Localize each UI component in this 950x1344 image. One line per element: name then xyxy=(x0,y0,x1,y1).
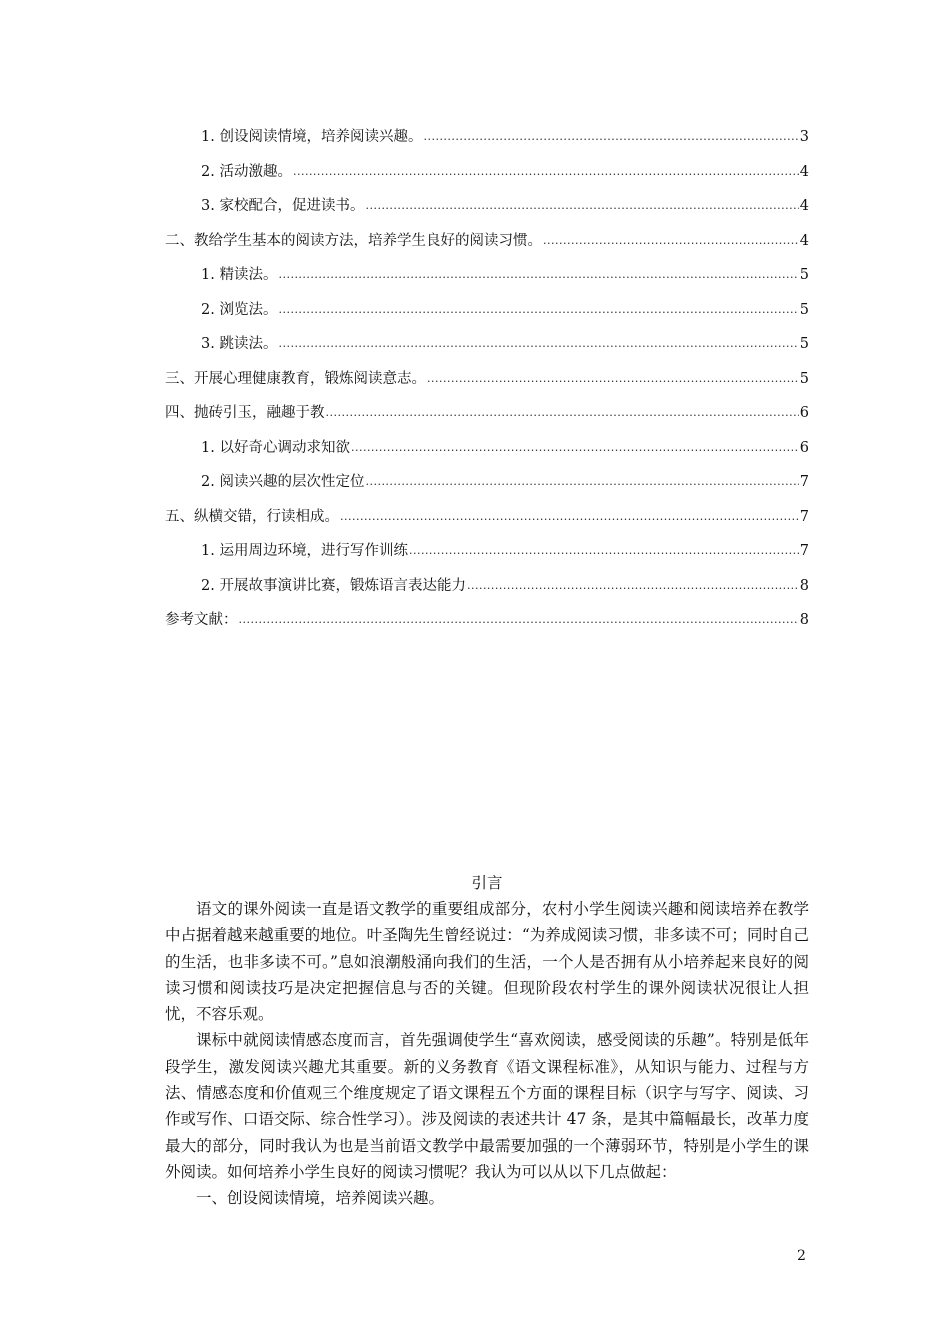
page-number: 2 xyxy=(797,1248,806,1264)
toc-entry[interactable] xyxy=(165,224,809,259)
toc-leader-dots xyxy=(278,327,798,362)
toc-entry-label: 二、教给学生基本的阅读方法，培养学生良好的阅读习惯。 xyxy=(165,232,542,249)
toc-entry-label: 1. 运用周边环境，进行写作训练 xyxy=(201,543,408,559)
body-paragraph: 语文的课外阅读一直是语文教学的重要组成部分，农村小学生阅读兴趣和阅读培养在教学中占据着越来越重要的地位。叶圣陶先生曾经说过：“为养成阅读习惯，非多读不可；同时自己的生活，也非多读不可。”息如浪潮般涌向我们的生活，一个人是否拥有从小培养起来良好的阅读习惯和阅读技巧是决定把握信息与否的关键。但现阶段农村学生的课外阅读状况很让人担忧，不容乐观。 xyxy=(165,900,809,1024)
toc-entry[interactable] xyxy=(165,189,809,224)
toc-entry[interactable] xyxy=(165,327,809,362)
toc-entry-page: 8 xyxy=(799,577,809,594)
toc-entry-label: 1. 以好奇心调动求知欲 xyxy=(201,439,350,456)
toc-entry-label: 四、抛砖引玉，融趣于教 xyxy=(165,405,325,421)
toc-entry-label: 2. 浏览法。 xyxy=(201,301,278,318)
toc-entry-label: 2. 阅读兴趣的层次性定位 xyxy=(201,474,365,490)
toc-entry[interactable] xyxy=(165,258,809,293)
toc-entry-page: 7 xyxy=(799,508,809,525)
toc-entry-label: 2. 活动激趣。 xyxy=(201,163,292,180)
toc-leader-dots xyxy=(239,603,799,638)
toc-entry-label: 五、纵横交错，行读相成。 xyxy=(165,508,339,525)
toc-entry[interactable] xyxy=(165,534,809,569)
toc-entry[interactable] xyxy=(165,155,809,190)
toc-entry-page: 6 xyxy=(799,439,809,456)
body-paragraph: 课标中就阅读情感态度而言，首先强调使学生“喜欢阅读，感受阅读的乐趣”。特别是低年段学生，激发阅读兴趣尤其重要。新的义务教育《语文课程标准》，从知识与能力、过程与方法、情感态度和价值观三个维度规定了语文课程五个方面的课程目标（识字与写字、阅读、习作或写作、口语交际、综合性学习）。涉及阅读的表述共计 47 条，是其中篇幅最长，改革力度最大的部分，同时我认为也是当前语文教学中最需要加强的一个薄弱环节，特别是小学生的课外阅读。如何培养小学生良好的阅读习惯呢？我认为可以从以下几点做起： xyxy=(165,1031,809,1181)
toc-entry-label: 1. 创设阅读情境，培养阅读兴趣。 xyxy=(201,129,423,145)
toc-leader-dots xyxy=(427,362,799,397)
table-of-contents xyxy=(165,120,809,638)
toc-entry-label: 3. 家校配合，促进读书。 xyxy=(201,198,365,214)
toc-entry-page: 5 xyxy=(799,336,809,352)
toc-entry-page: 5 xyxy=(799,267,809,283)
toc-leader-dots xyxy=(351,431,799,466)
toc-leader-dots xyxy=(293,155,799,190)
toc-leader-dots xyxy=(423,120,798,155)
toc-leader-dots xyxy=(543,224,799,259)
toc-leader-dots xyxy=(340,500,799,535)
toc-entry[interactable] xyxy=(165,362,809,397)
toc-leader-dots xyxy=(278,293,798,328)
toc-entry-label: 参考文献： xyxy=(165,612,238,628)
toc-entry-label: 3. 跳读法。 xyxy=(201,336,278,352)
toc-leader-dots xyxy=(365,465,798,500)
toc-leader-dots xyxy=(409,534,799,569)
toc-entry[interactable] xyxy=(165,500,809,535)
toc-entry-page: 8 xyxy=(799,612,809,628)
introduction-section xyxy=(165,870,809,1212)
toc-entry-label: 2. 开展故事演讲比赛，锻炼语言表达能力 xyxy=(201,577,466,594)
toc-entry-page: 4 xyxy=(799,232,809,249)
toc-entry[interactable] xyxy=(165,120,809,155)
toc-entry-page: 5 xyxy=(799,301,809,318)
toc-leader-dots xyxy=(365,189,798,224)
toc-entry-page: 4 xyxy=(799,198,809,214)
toc-leader-dots xyxy=(278,258,798,293)
toc-entry[interactable] xyxy=(165,431,809,466)
section-title: 引言 xyxy=(471,874,503,892)
toc-entry-page: 7 xyxy=(799,543,809,559)
toc-entry[interactable] xyxy=(165,603,809,638)
body-paragraph: 一、创设阅读情境，培养阅读兴趣。 xyxy=(196,1189,445,1208)
toc-entry[interactable] xyxy=(165,293,809,328)
toc-entry-label: 1. 精读法。 xyxy=(201,267,278,283)
toc-entry[interactable] xyxy=(165,569,809,604)
toc-entry-page: 3 xyxy=(799,129,809,145)
toc-entry-page: 7 xyxy=(799,474,809,490)
toc-entry-page: 5 xyxy=(799,370,809,387)
toc-entry[interactable] xyxy=(165,465,809,500)
toc-leader-dots xyxy=(467,569,799,604)
toc-entry[interactable] xyxy=(165,396,809,431)
toc-entry-page: 4 xyxy=(799,163,809,180)
toc-entry-page: 6 xyxy=(799,405,809,421)
toc-entry-label: 三、开展心理健康教育，锻炼阅读意志。 xyxy=(165,370,426,387)
toc-leader-dots xyxy=(326,396,799,431)
